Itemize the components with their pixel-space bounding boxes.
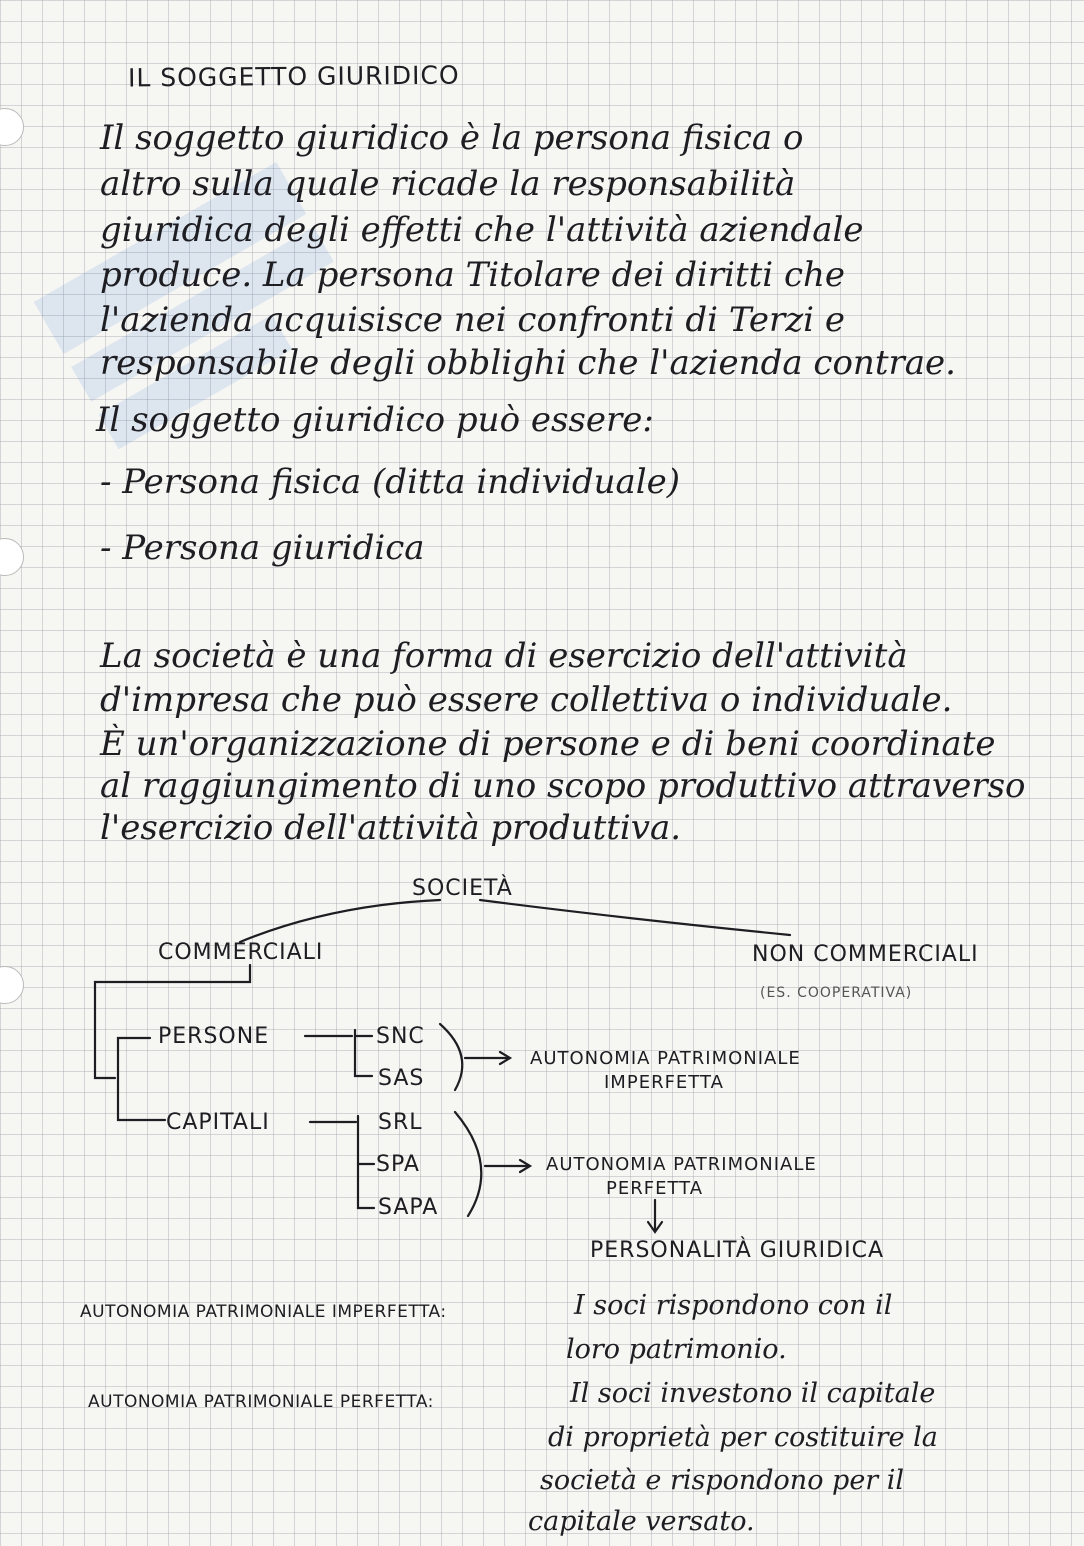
diagram-commerciali: COMMERCIALI [158, 940, 324, 965]
definition-perfetta-text: capitale versato. [528, 1506, 755, 1537]
diagram-perfetta-label: PERFETTA [606, 1178, 704, 1199]
definition-imperfetta-label: AUTONOMIA PATRIMONIALE IMPERFETTA: [80, 1302, 447, 1322]
paragraph-line: l'esercizio dell'attività produttiva. [100, 808, 682, 848]
paragraph-line: È un'organizzazione di persone e di beni coordinate [100, 724, 996, 764]
definition-imperfetta-text: loro patrimonio. [566, 1334, 787, 1365]
definition-perfetta-text: Il soci investono il capitale [570, 1378, 936, 1409]
paragraph-line: al raggiungimento di uno scopo produttivo attraverso [100, 766, 1026, 806]
definition-imperfetta-text: I soci rispondono con il [574, 1290, 893, 1321]
diagram-snc: SNC [376, 1024, 425, 1049]
paragraph-line: Il soggetto giuridico è la persona fisica o [100, 118, 804, 158]
diagram-perfetta-label: AUTONOMIA PATRIMONIALE [546, 1154, 817, 1175]
paragraph-line: giuridica degli effetti che l'attività aziendale [100, 210, 864, 250]
diagram-persone: PERSONE [158, 1024, 270, 1049]
paragraph-line: l'azienda acquisisce nei confronti di Terzi e [100, 300, 845, 340]
diagram-imperfetta-label: IMPERFETTA [604, 1072, 724, 1093]
list-item: - Persona fisica (ditta individuale) [100, 462, 681, 502]
diagram-root: SOCIETÀ [412, 876, 513, 901]
page-title: IL SOGGETTO GIURIDICO [127, 60, 460, 93]
diagram-sas: SAS [378, 1066, 425, 1091]
paragraph-line: Il soggetto giuridico può essere: [96, 400, 654, 440]
paragraph-line: La società è una forma di esercizio dell'attività [100, 636, 908, 676]
paragraph-line: d'impresa che può essere collettiva o individuale. [100, 680, 953, 720]
paragraph-line: altro sulla quale ricade la responsabilità [100, 164, 796, 204]
diagram-srl: SRL [378, 1110, 423, 1135]
paragraph-line: responsabile degli obblighi che l'azienda contrae. [100, 343, 956, 383]
diagram-personalita-giuridica: PERSONALITÀ GIURIDICA [590, 1238, 885, 1263]
diagram-non-commerciali-note: (ES. COOPERATIVA) [760, 985, 913, 1001]
definition-perfetta-text: di proprietà per costituire la [548, 1422, 938, 1453]
paragraph-line: produce. La persona Titolare dei diritti che [100, 255, 846, 295]
definition-perfetta-label: AUTONOMIA PATRIMONIALE PERFETTA: [88, 1392, 434, 1412]
diagram-spa: SPA [376, 1152, 420, 1177]
diagram-imperfetta-label: AUTONOMIA PATRIMONIALE [530, 1048, 801, 1069]
list-item: - Persona giuridica [100, 528, 425, 568]
diagram-sapa: SAPA [378, 1195, 439, 1220]
definition-perfetta-text: società e rispondono per il [540, 1465, 905, 1496]
diagram-capitali: CAPITALI [166, 1110, 270, 1135]
diagram-non-commerciali: NON COMMERCIALI [752, 942, 979, 967]
